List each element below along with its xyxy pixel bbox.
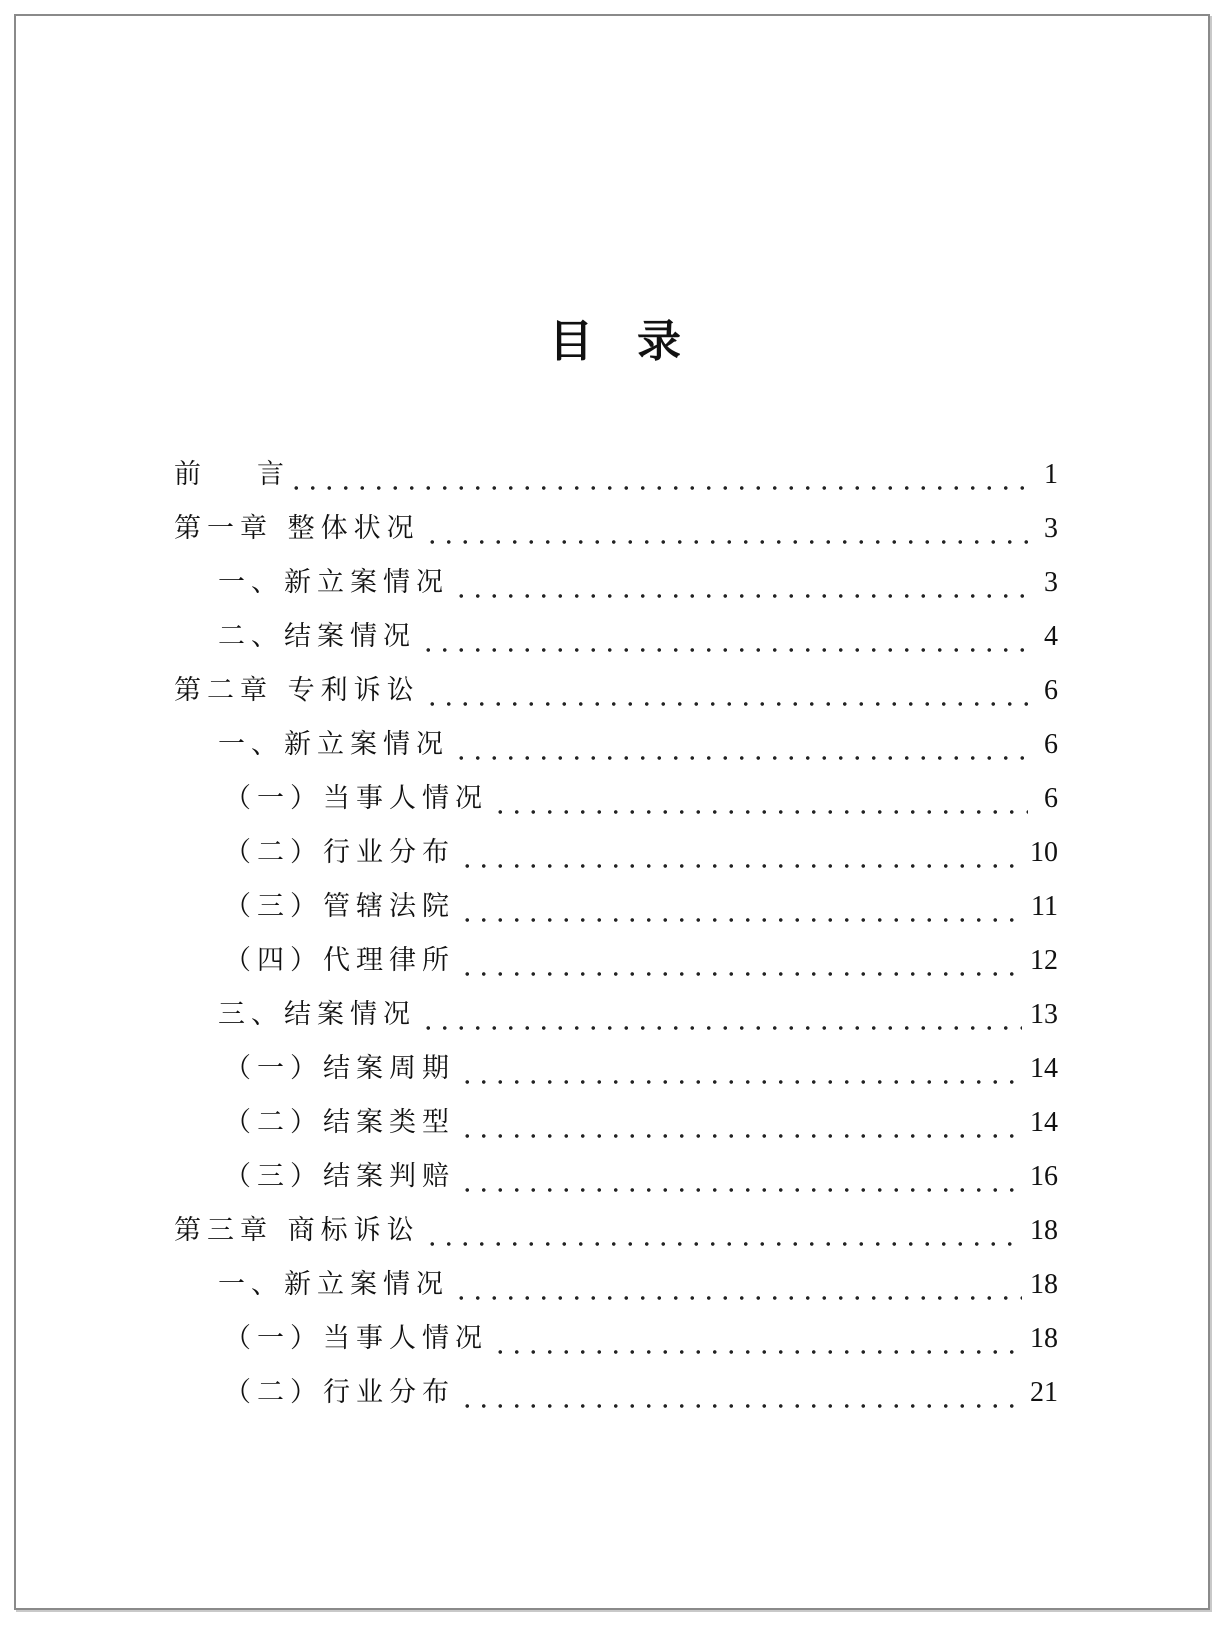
toc-entry-label: （四）代理律所 — [224, 945, 455, 976]
toc-entry-label: 一、新立案情况 — [218, 1269, 449, 1300]
toc-dot-leader — [420, 624, 1028, 654]
toc-entry-label: 一、新立案情况 — [218, 729, 449, 760]
toc-page-number: 14 — [1030, 1107, 1058, 1138]
toc-entry-label: 前 言 — [174, 459, 284, 490]
toc-dot-leader — [424, 1218, 1022, 1248]
toc-entry[interactable] — [174, 708, 1058, 762]
toc-page-number: 11 — [1031, 891, 1058, 922]
toc-entry[interactable] — [174, 762, 1058, 816]
toc-entry[interactable] — [174, 1086, 1058, 1140]
toc-dot-leader — [424, 678, 1028, 708]
toc-entry-label: 三、结案情况 — [218, 999, 416, 1030]
toc-page-number: 1 — [1044, 459, 1058, 490]
toc-dot-leader — [424, 516, 1028, 546]
toc-entry-label: （一）结案周期 — [224, 1053, 455, 1084]
toc-entry[interactable] — [174, 1140, 1058, 1194]
toc-page-number: 12 — [1030, 945, 1058, 976]
toc-dot-leader — [459, 840, 1022, 870]
toc-entry-label: （二）结案类型 — [224, 1107, 455, 1138]
toc-entry[interactable] — [174, 1248, 1058, 1302]
toc-page-number: 16 — [1030, 1161, 1058, 1192]
toc-entry-label: 一、新立案情况 — [218, 567, 449, 598]
toc-entry-label: （三）结案判赔 — [224, 1161, 455, 1192]
toc-entry[interactable] — [174, 1032, 1058, 1086]
toc-entry[interactable] — [174, 870, 1058, 924]
toc-entry[interactable] — [174, 1302, 1058, 1356]
toc-page-number: 3 — [1044, 567, 1058, 598]
toc-entry[interactable] — [174, 438, 1058, 492]
toc-page-number: 21 — [1030, 1377, 1058, 1408]
page-title-char: 目 — [549, 316, 593, 367]
toc-entry[interactable] — [174, 816, 1058, 870]
toc-entry-label: （三）管辖法院 — [224, 891, 455, 922]
toc-entry-label: 第二章 专利诉讼 — [174, 675, 420, 706]
toc-entry[interactable] — [174, 546, 1058, 600]
toc-page-number: 4 — [1044, 621, 1058, 652]
toc-dot-leader — [420, 1002, 1022, 1032]
toc-page-number: 18 — [1030, 1269, 1058, 1300]
toc-entry-label: （二）行业分布 — [224, 1377, 455, 1408]
toc-dot-leader — [459, 1164, 1022, 1194]
page-title-char: 录 — [637, 316, 681, 367]
toc-entry[interactable] — [174, 600, 1058, 654]
toc-dot-leader — [453, 732, 1028, 762]
toc-page-number: 18 — [1030, 1215, 1058, 1246]
table-of-contents — [174, 438, 1058, 1410]
toc-entry[interactable] — [174, 1194, 1058, 1248]
toc-entry-label: （一）当事人情况 — [224, 783, 488, 814]
toc-page-number: 6 — [1044, 675, 1058, 706]
toc-dot-leader — [459, 1110, 1022, 1140]
toc-dot-leader — [453, 1272, 1022, 1302]
toc-dot-leader — [492, 786, 1028, 816]
toc-page-number: 18 — [1030, 1323, 1058, 1354]
toc-page-number: 6 — [1044, 729, 1058, 760]
toc-entry[interactable] — [174, 924, 1058, 978]
toc-dot-leader — [459, 948, 1022, 978]
toc-page-number: 6 — [1044, 783, 1058, 814]
toc-page-number: 13 — [1030, 999, 1058, 1030]
toc-dot-leader — [492, 1326, 1022, 1356]
page-title — [0, 312, 1230, 372]
toc-dot-leader — [459, 1380, 1022, 1410]
toc-entry-label: 二、结案情况 — [218, 621, 416, 652]
toc-entry-label: （二）行业分布 — [224, 837, 455, 868]
toc-dot-leader — [459, 1056, 1022, 1086]
toc-page-number: 14 — [1030, 1053, 1058, 1084]
toc-entry-label: （一）当事人情况 — [224, 1323, 488, 1354]
toc-entry[interactable] — [174, 1356, 1058, 1410]
toc-entry[interactable] — [174, 654, 1058, 708]
toc-page-number: 10 — [1030, 837, 1058, 868]
toc-entry-label: 第三章 商标诉讼 — [174, 1215, 420, 1246]
toc-entry[interactable] — [174, 978, 1058, 1032]
toc-dot-leader — [288, 462, 1028, 492]
toc-dot-leader — [453, 570, 1028, 600]
toc-dot-leader — [459, 894, 1023, 924]
toc-entry[interactable] — [174, 492, 1058, 546]
toc-page-number: 3 — [1044, 513, 1058, 544]
toc-entry-label: 第一章 整体状况 — [174, 513, 420, 544]
